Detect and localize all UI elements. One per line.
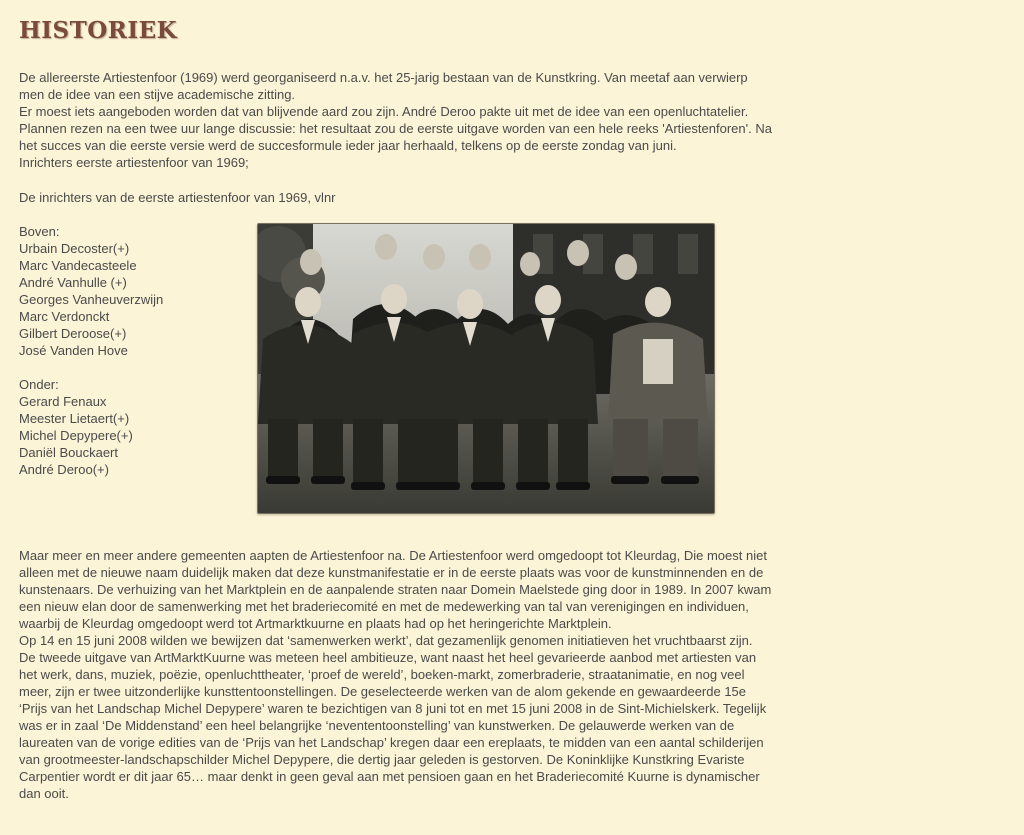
body-line: ‘Prijs van het Landschap Michel Depypere’ waren te bezichtigen van 8 juni tot en met 15 juni 2008 in de Sint-Michielskerk. Tegelijk bbox=[19, 701, 767, 716]
body-line: het werk, dans, muziek, poëzie, openluchttheater, ‘proef de wereld’, boeken-markt, zomerbraderie, straatanimatie, en nog veel bbox=[19, 667, 745, 682]
name-item: José Vanden Hove bbox=[19, 343, 128, 358]
intro-line: men de idee van een stijve academische zitting. bbox=[19, 87, 296, 102]
name-item: André Vanhulle (+) bbox=[19, 275, 127, 290]
name-item: Gerard Fenaux bbox=[19, 394, 107, 409]
body-line: laureaten van de vorige edities van de ‘Prijs van het Landschap’ kregen daar een ereplaats, te midden van een aantal schilderijen bbox=[19, 735, 764, 750]
name-item: Marc Verdonckt bbox=[19, 309, 110, 324]
body-line: alleen met de nieuwe naam duidelijk maken dat deze kunstmanifestatie er in de eerste plaats was voor de kunstminnenden en de bbox=[19, 565, 764, 580]
body-line: een nieuw elan door de samenwerking met het braderiecomité en met de medewerking van tal van verenigingen en individuen, bbox=[19, 599, 749, 614]
intro-line: Er moest iets aangeboden worden dat van blijvende aard zou zijn. André Deroo pakte uit met de idee van een openluchtatelier. bbox=[19, 104, 749, 119]
page-title: HISTORIEK bbox=[19, 17, 178, 44]
spacer bbox=[19, 359, 249, 376]
body-line: waarbij de Kleurdag omgedoopt werd tot Artmarktkuurne en plaats had op het heringerichte Marktplein. bbox=[19, 616, 612, 631]
photo-caption bbox=[19, 189, 849, 206]
intro-line: Inrichters eerste artiestenfoor van 1969; bbox=[19, 155, 249, 170]
name-item: Gilbert Deroose(+) bbox=[19, 326, 127, 341]
intro-line: het succes van die eerste versie werd de succesformule ieder jaar herhaald, telkens op de eerste zondag van juni. bbox=[19, 138, 677, 153]
body-line: meer, zijn er twee uitzonderlijke kunsttentoonstellingen. De geselecteerde werken van de alom gekende en gewaardeerde 15e bbox=[19, 684, 747, 699]
caption-text: De inrichters van de eerste artiestenfoor van 1969, vlnr bbox=[19, 190, 336, 205]
body-line: Maar meer en meer andere gemeenten aapten de Artiestenfoor na. De Artiestenfoor werd omgedoopt tot Kleurdag, Die moest niet bbox=[19, 548, 767, 563]
intro-paragraph bbox=[19, 69, 849, 171]
group-photo bbox=[257, 223, 715, 514]
body-line: dan ooit. bbox=[19, 786, 69, 801]
body-line: De tweede uitgave van ArtMarktKuurne was meteen heel ambitieuze, want naast het heel gevarieerde aanbod met artiesten van bbox=[19, 650, 757, 665]
name-item: Georges Vanheuverzwijn bbox=[19, 292, 164, 307]
name-item: André Deroo(+) bbox=[19, 462, 109, 477]
body-line: van grootmeester-landschapschilder Michel Depypere, die dertig jaar geleden is gestorven. De Koninklijke Kunstkring Evariste bbox=[19, 752, 745, 767]
name-item: Marc Vandecasteele bbox=[19, 258, 137, 273]
name-item: Meester Lietaert(+) bbox=[19, 411, 130, 426]
body-line: kunstenaars. De verhuizing van het Marktplein en de aanpalende straten naar Domein Maelstede ging door in 1989. In 2007 kwam bbox=[19, 582, 772, 597]
top-row-label: Boven: bbox=[19, 224, 60, 239]
body-line: Carpentier wordt er dit jaar 65… maar denkt in geen geval aan met pensioen gaan en het Braderiecomité Kuurne is dynamischer bbox=[19, 769, 760, 784]
name-item: Michel Depypere(+) bbox=[19, 428, 133, 443]
body-paragraph bbox=[19, 547, 849, 802]
intro-line: De allereerste Artiestenfoor (1969) werd georganiseerd n.a.v. het 25-jarig bestaan van de Kunstkring. Van meetaf aan verwierp bbox=[19, 70, 748, 85]
name-item: Urbain Decoster(+) bbox=[19, 241, 130, 256]
intro-line: Plannen rezen na een twee uur lange discussie: het resultaat zou de eerste uitgave worden van een hele reeks 'Artiestenforen'. Na bbox=[19, 121, 772, 136]
name-item: Daniël Bouckaert bbox=[19, 445, 118, 460]
bottom-row-label: Onder: bbox=[19, 377, 59, 392]
body-line: was er in zaal ‘De Middenstand’ een heel belangrijke ‘nevententoonstelling’ van kunstwerken. De gelauwerde werken van de bbox=[19, 718, 735, 733]
body-line: Op 14 en 15 juni 2008 wilden we bewijzen dat ‘samenwerken werkt’, dat gezamenlijk genomen initiatieven het vruchtbaarst zijn. bbox=[19, 633, 753, 648]
group-photo-image bbox=[258, 224, 714, 513]
names-list bbox=[19, 223, 249, 478]
